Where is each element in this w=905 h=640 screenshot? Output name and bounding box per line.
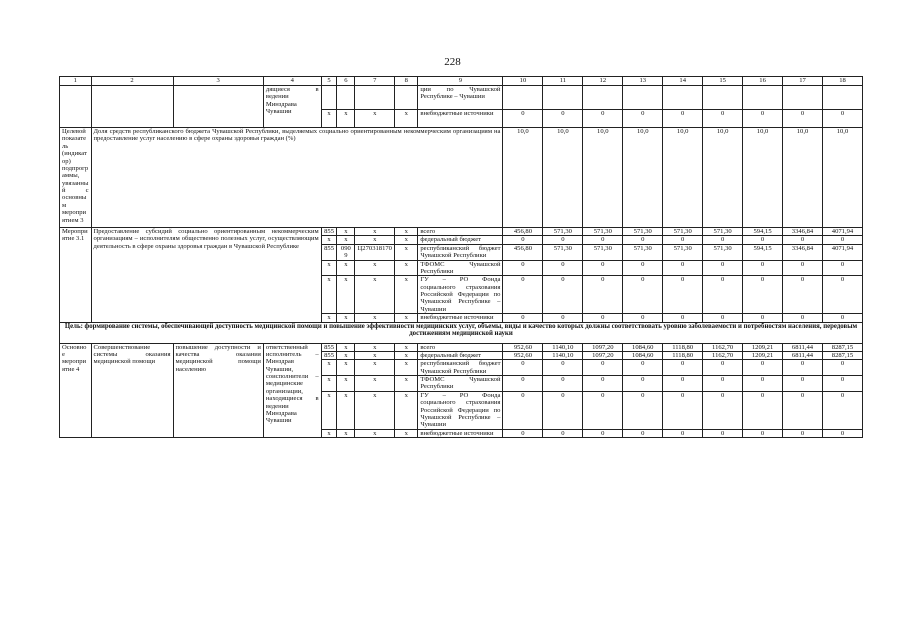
amount-value: 0 (663, 110, 703, 128)
amount-value: 0 (822, 276, 862, 314)
amount-value: 0 (503, 429, 543, 437)
amount-value: 571,30 (663, 244, 703, 260)
section-code: x (337, 314, 355, 322)
indicator-value: 10,0 (822, 128, 862, 228)
column-header: 11 (543, 77, 583, 86)
amount-value: 0 (783, 314, 823, 322)
grbs-code: 855 (321, 228, 337, 236)
amount-value: 0 (623, 236, 663, 244)
amount-value: 0 (822, 391, 862, 429)
amount-value: 0 (503, 276, 543, 314)
funding-source: внебюджетные источники (418, 429, 503, 437)
grbs-code: x (321, 260, 337, 276)
amount-value: 0 (703, 260, 743, 276)
amount-value (703, 86, 743, 110)
amount-value (503, 86, 543, 110)
amount-value: 0 (503, 236, 543, 244)
executor-cell: дящиеся в ведении Минздрава Чувашии (263, 86, 321, 128)
grbs-code: x (321, 314, 337, 322)
budget-table (59, 76, 863, 438)
funding-source: внебюджетные источники (418, 110, 503, 128)
amount-value: 0 (583, 314, 623, 322)
amount-value: 0 (503, 260, 543, 276)
amount-value: 0 (743, 110, 783, 128)
amount-value: 0 (822, 376, 862, 392)
amount-value: 0 (623, 391, 663, 429)
amount-value: 571,30 (623, 244, 663, 260)
funding-source: республиканский бюджет Чувашской Республики (418, 244, 503, 260)
grbs-code: 855 (321, 351, 337, 359)
amount-value: 0 (503, 360, 543, 376)
amount-value: 0 (543, 276, 583, 314)
target-article-code: x (355, 110, 395, 128)
indicator-value: 10,0 (703, 128, 743, 228)
empty-cell (173, 86, 263, 128)
amount-value: 0 (623, 360, 663, 376)
measure-name: Предоставление субсидий социально ориентированным некоммерческим организациям – исполнителям общественно полезных услуг, осуществляющим деятельность в сфере охраны здоровья граждан в Чувашской Республике (91, 228, 321, 323)
grbs-code: 855 (321, 343, 337, 351)
target-article-code: x (355, 376, 395, 392)
executor-cell: ответственный исполнитель – Минздрав Чувашии, соисполнители – медицинские организации, находящиеся в ведении Минздрава Чувашии (263, 343, 321, 438)
amount-value: 0 (663, 360, 703, 376)
amount-value: 1084,60 (623, 343, 663, 351)
column-header: 10 (503, 77, 543, 86)
column-header: 4 (263, 77, 321, 86)
amount-value: 0 (783, 391, 823, 429)
expense-group-code: x (395, 391, 418, 429)
column-header: 1 (60, 77, 92, 86)
measure-indicator: повышение доступности и качества оказания медицинской помощи населению (173, 343, 263, 438)
amount-value: 0 (822, 236, 862, 244)
amount-value: 594,15 (743, 244, 783, 260)
indicator-value: 10,0 (663, 128, 703, 228)
amount-value: 0 (703, 276, 743, 314)
expense-group-code: x (395, 376, 418, 392)
amount-value: 0 (623, 376, 663, 392)
amount-value: 571,30 (703, 244, 743, 260)
amount-value: 1097,20 (583, 343, 623, 351)
amount-value: 8287,15 (822, 343, 862, 351)
column-header: 3 (173, 77, 263, 86)
amount-value: 0 (623, 429, 663, 437)
section-code: 0909 (337, 244, 355, 260)
amount-value: 571,30 (583, 228, 623, 236)
column-header: 5 (321, 77, 337, 86)
amount-value: 0 (583, 236, 623, 244)
grbs-code: x (321, 276, 337, 314)
target-article-code: x (355, 276, 395, 314)
amount-value: 1209,21 (743, 351, 783, 359)
empty-cell (60, 86, 92, 128)
expense-group-code: x (395, 429, 418, 437)
measure-label: Основное мероприятие 4 (60, 343, 92, 438)
section-code: x (337, 429, 355, 437)
funding-source: всего (418, 343, 503, 351)
expense-group-code: x (395, 236, 418, 244)
target-article-code: x (355, 228, 395, 236)
section-code: x (337, 276, 355, 314)
amount-value: 0 (543, 376, 583, 392)
column-header: 12 (583, 77, 623, 86)
funding-source: всего (418, 228, 503, 236)
column-header: 14 (663, 77, 703, 86)
amount-value: 0 (583, 360, 623, 376)
amount-value: 456,80 (503, 244, 543, 260)
indicator-text: Доля средств республиканского бюджета Чувашской Республики, выделяемых социально ориентированным некоммерческим организациям на предоставление услуг населению в сфере охраны здоровья граждан (%) (91, 128, 503, 228)
expense-group-code: x (395, 351, 418, 359)
expense-group-code: x (395, 244, 418, 260)
target-article-code: x (355, 429, 395, 437)
grbs-code: x (321, 110, 337, 128)
target-article-code: Ц270318170 (355, 244, 395, 260)
amount-value: 1140,10 (543, 351, 583, 359)
amount-value: 0 (663, 236, 703, 244)
expense-group-code (395, 86, 418, 110)
amount-value: 0 (543, 110, 583, 128)
amount-value (743, 86, 783, 110)
target-article-code: x (355, 260, 395, 276)
measure-name: Совершенствование системы оказания медицинской помощи (91, 343, 173, 438)
amount-value: 0 (783, 276, 823, 314)
amount-value: 1162,70 (703, 343, 743, 351)
amount-value: 1209,21 (743, 343, 783, 351)
section-code: x (337, 260, 355, 276)
grbs-code: x (321, 236, 337, 244)
amount-value (822, 86, 862, 110)
indicator-value: 10,0 (503, 128, 543, 228)
amount-value (583, 86, 623, 110)
amount-value (783, 86, 823, 110)
amount-value: 0 (703, 314, 743, 322)
column-header: 9 (418, 77, 503, 86)
amount-value: 0 (543, 314, 583, 322)
amount-value: 1140,10 (543, 343, 583, 351)
amount-value (623, 86, 663, 110)
amount-value: 0 (663, 276, 703, 314)
amount-value: 571,30 (583, 244, 623, 260)
continuation-row (60, 86, 863, 110)
amount-value: 0 (743, 391, 783, 429)
amount-value: 0 (822, 110, 862, 128)
target-article-code: x (355, 343, 395, 351)
amount-value: 571,30 (623, 228, 663, 236)
amount-value: 0 (743, 260, 783, 276)
amount-value: 0 (543, 429, 583, 437)
measure-3-1-row (60, 228, 863, 236)
amount-value: 1162,70 (703, 351, 743, 359)
amount-value: 0 (623, 110, 663, 128)
expense-group-code: x (395, 314, 418, 322)
amount-value: 0 (743, 236, 783, 244)
amount-value: 1118,80 (663, 351, 703, 359)
goal-row (60, 322, 863, 343)
target-article-code (355, 86, 395, 110)
amount-value: 0 (822, 429, 862, 437)
amount-value: 571,30 (543, 244, 583, 260)
amount-value: 0 (583, 391, 623, 429)
funding-source: ТФОМС Чувашской Республики (418, 376, 503, 392)
target-article-code: x (355, 314, 395, 322)
indicator-value: 10,0 (623, 128, 663, 228)
expense-group-code: x (395, 110, 418, 128)
amount-value: 0 (663, 260, 703, 276)
measure-label: Мероприятие 3.1 (60, 228, 92, 323)
amount-value: 0 (703, 429, 743, 437)
amount-value: 594,15 (743, 228, 783, 236)
column-header: 2 (91, 77, 173, 86)
expense-group-code: x (395, 343, 418, 351)
amount-value: 0 (503, 110, 543, 128)
funding-source: внебюджетные источники (418, 314, 503, 322)
amount-value: 0 (783, 260, 823, 276)
amount-value: 8287,15 (822, 351, 862, 359)
amount-value (543, 86, 583, 110)
section-code: x (337, 360, 355, 376)
target-article-code: x (355, 236, 395, 244)
column-header: 6 (337, 77, 355, 86)
header-row (60, 77, 863, 86)
column-header: 13 (623, 77, 663, 86)
column-header: 16 (743, 77, 783, 86)
funding-source: федеральный бюджет (418, 351, 503, 359)
section-code: x (337, 351, 355, 359)
target-article-code: x (355, 391, 395, 429)
amount-value: 0 (703, 236, 743, 244)
page-number: 228 (444, 56, 461, 68)
amount-value: 0 (703, 360, 743, 376)
indicator-value: 10,0 (783, 128, 823, 228)
indicator-value: 10,0 (743, 128, 783, 228)
amount-value: 3346,84 (783, 228, 823, 236)
expense-group-code: x (395, 260, 418, 276)
amount-value: 0 (703, 110, 743, 128)
section-code: x (337, 391, 355, 429)
indicator-row (60, 128, 863, 228)
grbs-code: x (321, 391, 337, 429)
funding-source: ГУ – РО Фонда социального страхования Российской Федерации по Чувашской Республике – Чувашии (418, 276, 503, 314)
amount-value: 952,60 (503, 343, 543, 351)
amount-value: 3346,84 (783, 244, 823, 260)
section-code: x (337, 236, 355, 244)
section-code: x (337, 228, 355, 236)
amount-value: 0 (543, 260, 583, 276)
amount-value: 0 (543, 236, 583, 244)
grbs-code: 855 (321, 244, 337, 260)
amount-value: 952,60 (503, 351, 543, 359)
amount-value: 0 (583, 260, 623, 276)
amount-value: 571,30 (703, 228, 743, 236)
amount-value: 0 (822, 360, 862, 376)
amount-value: 4071,94 (822, 244, 862, 260)
section-code: x (337, 376, 355, 392)
amount-value: 4071,94 (822, 228, 862, 236)
indicator-value: 10,0 (583, 128, 623, 228)
amount-value: 0 (543, 391, 583, 429)
funding-source: ции по Чувашской Республике – Чувашии (418, 86, 503, 110)
grbs-code: x (321, 429, 337, 437)
column-header: 15 (703, 77, 743, 86)
amount-value: 0 (822, 260, 862, 276)
expense-group-code: x (395, 228, 418, 236)
amount-value: 0 (623, 314, 663, 322)
amount-value: 1118,80 (663, 343, 703, 351)
empty-cell (91, 86, 173, 128)
amount-value: 0 (583, 276, 623, 314)
section-code (337, 86, 355, 110)
amount-value: 0 (663, 314, 703, 322)
amount-value: 0 (822, 314, 862, 322)
column-header: 18 (822, 77, 862, 86)
amount-value: 1084,60 (623, 351, 663, 359)
column-header: 17 (783, 77, 823, 86)
amount-value: 0 (663, 391, 703, 429)
expense-group-code: x (395, 360, 418, 376)
amount-value: 0 (743, 429, 783, 437)
section-code: x (337, 343, 355, 351)
amount-value: 0 (583, 110, 623, 128)
grbs-code: x (321, 376, 337, 392)
amount-value: 0 (783, 376, 823, 392)
amount-value: 1097,20 (583, 351, 623, 359)
amount-value: 0 (623, 276, 663, 314)
amount-value: 0 (743, 314, 783, 322)
goal-heading: Цель: формирование системы, обеспечивающей доступность медицинской помощи и повышение эффективности медицинских услуг, объемы, виды и качество которых должны соответствовать уровню заболеваемости и потребностям населения, передовым достижениям медицинской науки (60, 322, 863, 343)
target-article-code: x (355, 360, 395, 376)
amount-value: 0 (703, 376, 743, 392)
amount-value: 0 (623, 260, 663, 276)
funding-source: федеральный бюджет (418, 236, 503, 244)
amount-value: 0 (663, 376, 703, 392)
amount-value (663, 86, 703, 110)
amount-value: 0 (743, 376, 783, 392)
amount-value: 0 (503, 314, 543, 322)
amount-value: 0 (583, 429, 623, 437)
indicator-value: 10,0 (543, 128, 583, 228)
amount-value: 0 (743, 360, 783, 376)
amount-value: 0 (503, 391, 543, 429)
amount-value: 6811,44 (783, 343, 823, 351)
indicator-label: Целевой показатель (индикатор) подпрограммы, увязанный с основным мероприятием 3 (60, 128, 92, 228)
funding-source: республиканский бюджет Чувашской Республики (418, 360, 503, 376)
amount-value: 0 (783, 110, 823, 128)
amount-value: 0 (663, 429, 703, 437)
expense-group-code: x (395, 276, 418, 314)
amount-value: 0 (783, 236, 823, 244)
amount-value: 6811,44 (783, 351, 823, 359)
amount-value: 456,80 (503, 228, 543, 236)
section-code: x (337, 110, 355, 128)
amount-value: 0 (583, 376, 623, 392)
amount-value: 0 (543, 360, 583, 376)
amount-value: 0 (743, 276, 783, 314)
column-header: 8 (395, 77, 418, 86)
amount-value: 0 (783, 429, 823, 437)
funding-source: ТФОМС Чувашской Республики (418, 260, 503, 276)
measure-4-row (60, 343, 863, 351)
amount-value: 571,30 (663, 228, 703, 236)
amount-value: 571,30 (543, 228, 583, 236)
grbs-code: x (321, 360, 337, 376)
funding-source: ГУ – РО Фонда социального страхования Российской Федерации по Чувашской Республике – Чувашии (418, 391, 503, 429)
column-header: 7 (355, 77, 395, 86)
amount-value: 0 (783, 360, 823, 376)
target-article-code: x (355, 351, 395, 359)
grbs-code (321, 86, 337, 110)
amount-value: 0 (503, 376, 543, 392)
amount-value: 0 (703, 391, 743, 429)
